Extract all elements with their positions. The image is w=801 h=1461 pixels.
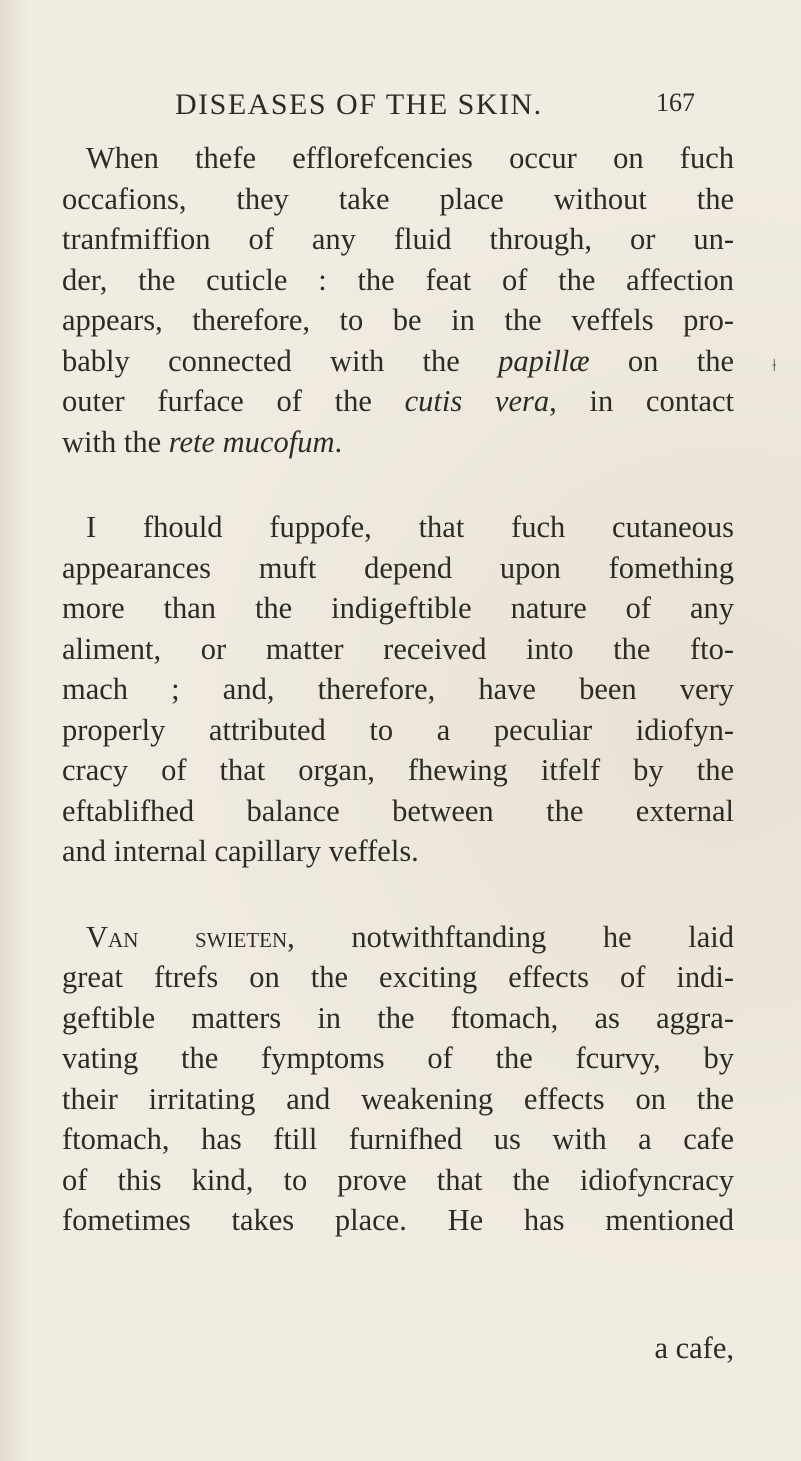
text-line: When thefe efflorefcencies occur on fuch xyxy=(86,141,734,175)
text-line: more than the indigeftible nature of any xyxy=(62,591,734,625)
text-line: eftablifhed balance between the external xyxy=(62,793,734,828)
text-line: occafions, they take place without the xyxy=(62,181,734,216)
text-line-part: with the xyxy=(62,424,169,459)
text-line-part: on the xyxy=(589,343,735,378)
text-line-part: bably connected with the xyxy=(62,343,499,378)
text-line-part: , notwithftanding he laid xyxy=(287,919,734,954)
paragraph xyxy=(62,917,734,1241)
text-line: geftible matters in the ftomach, as aggra- xyxy=(62,1000,734,1035)
paragraph xyxy=(62,138,734,462)
text-line: der, the cuticle : the feat of the affection xyxy=(62,262,734,297)
text-line: and internal capillary veffels. xyxy=(62,834,419,868)
running-title: DISEASES OF THE SKIN. xyxy=(175,88,543,121)
text-line: properly attributed to a peculiar idiofyn- xyxy=(62,712,734,747)
text-line-part: . xyxy=(334,424,343,459)
text-line: cracy of that organ, fhewing itfelf by the xyxy=(62,753,734,787)
text-line: appearances muft depend upon fomething xyxy=(62,550,734,585)
text-line: ftomach, has ftill furnifhed us with a cafe xyxy=(62,1122,734,1156)
text-line: tranfmiffion of any fluid through, or un- xyxy=(62,222,734,256)
text-line xyxy=(62,422,734,463)
text-line: fometimes takes place. He has mentioned xyxy=(62,1203,734,1237)
margin-mark: ⟊ xyxy=(772,355,777,375)
text-line-part: outer furface of the xyxy=(62,384,405,418)
text-line: mach ; and, therefore, have been very xyxy=(62,672,734,706)
text-line xyxy=(62,381,734,422)
body-text xyxy=(62,138,734,1241)
text-line: great ftrefs on the exciting effects of indi- xyxy=(62,960,734,994)
text-line: of this kind, to prove that the idiofyncracy xyxy=(62,1162,734,1197)
paragraph-gap xyxy=(62,462,734,507)
text-line: aliment, or matter received into the fto- xyxy=(62,631,734,666)
author-name-van-swieten: Van swieten xyxy=(86,919,288,954)
page-number: 167 xyxy=(656,88,695,117)
italic-term-papillae: papillæ xyxy=(498,343,590,378)
page-header xyxy=(175,88,695,128)
text-line xyxy=(62,341,734,382)
text-line: vating the fymptoms of the fcurvy, by xyxy=(62,1041,734,1075)
italic-term-rete-mucosum: rete mucofum xyxy=(168,424,335,459)
text-line: I fhould fuppofe, that fuch cutaneous xyxy=(86,510,734,544)
paragraph-gap xyxy=(62,872,734,917)
italic-term-cutis-vera: cutis vera xyxy=(404,384,550,418)
text-line: their irritating and weakening effects on the xyxy=(62,1081,734,1116)
text-line-part: , in contact xyxy=(549,384,734,418)
paragraph xyxy=(62,507,734,872)
text-line: appears, therefore, to be in the veffels pro- xyxy=(62,303,734,337)
catchword: a cafe, xyxy=(654,1331,734,1365)
text-line xyxy=(62,917,734,958)
